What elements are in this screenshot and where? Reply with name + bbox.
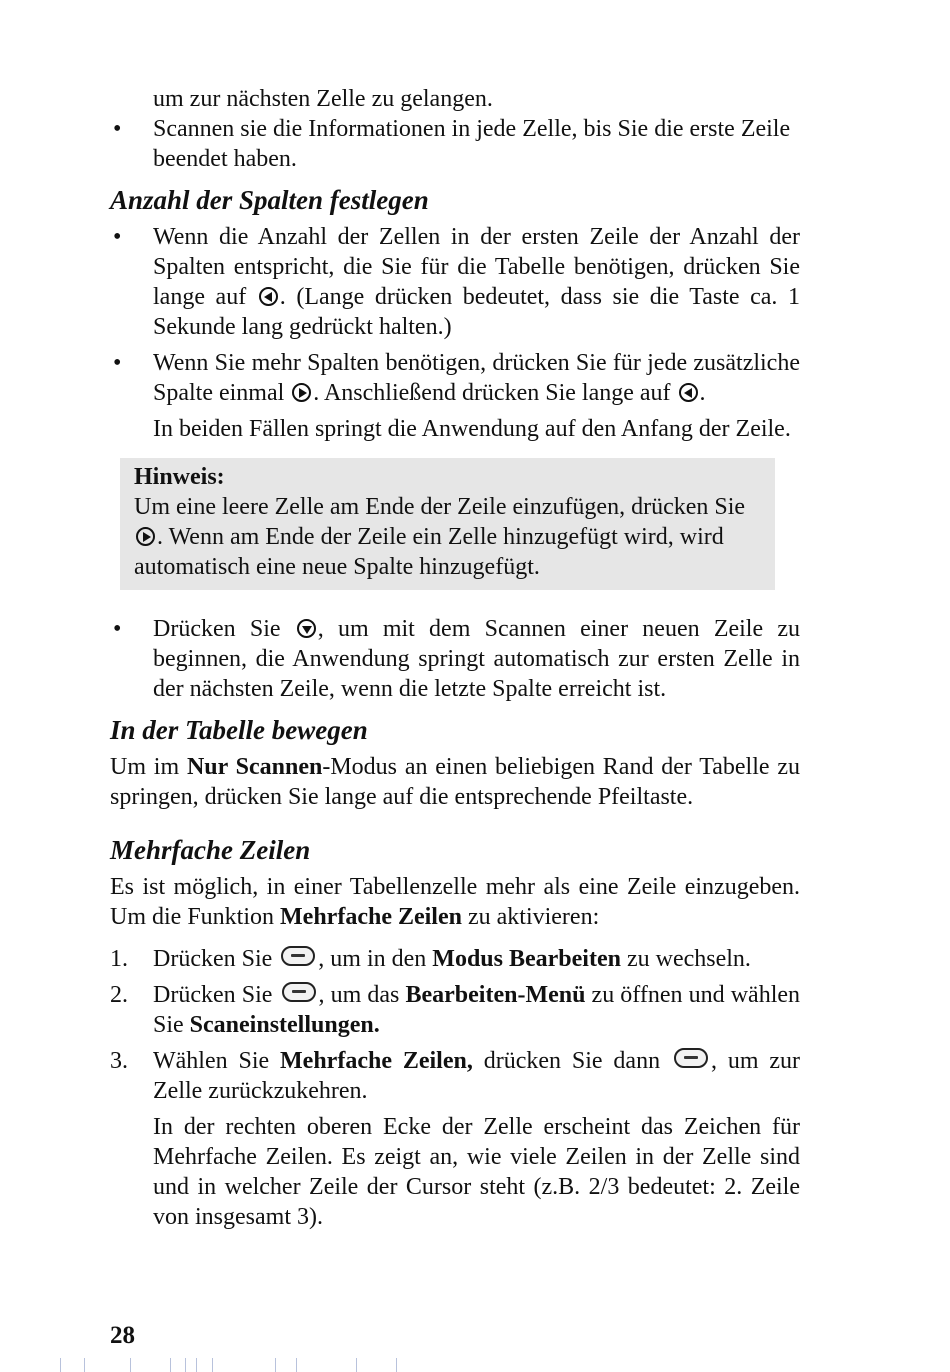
list-item [110,980,800,1040]
paragraph [110,752,800,812]
list-text: zu öffnen und wählen Sie [153,982,801,1038]
bold-term: Mehrfache Zeilen, [280,1048,473,1074]
left-arrow-icon [679,383,698,402]
list-text: , um das [318,982,406,1008]
list-text: zu wechseln. [620,946,751,972]
list-item [110,944,800,974]
paragraph-text: Um im [110,754,187,780]
bullet-item [110,614,800,704]
ent-key-icon [281,946,315,966]
paragraph [110,872,800,932]
paragraph-text: zu aktivieren: [461,904,600,930]
bold-term: Modus Bearbeiten [432,946,621,972]
bullet-text: Drücken Sie [153,616,281,642]
bullet-continuation: In beiden Fällen springt die Anwendung auf den Anfang der Zeile. [153,416,791,442]
note-box [120,458,775,590]
list-text: , um in den [318,946,433,972]
bold-term: Bearbeiten-Menü [405,982,586,1008]
right-arrow-icon [136,527,155,546]
page-content [110,84,800,1232]
page-number: 28 [110,1322,135,1349]
bullet-text: Scannen sie die Informationen in jede Zelle, bis Sie die erste Zeile beendet haben. [153,116,791,172]
bullet-text: , um mit dem Scannen einer neuen Zeile zu beginnen, die Anwendung springt automatisch zur ersten Zelle in der nächsten Zeile, wenn die letzte Spalte erreicht ist. [153,616,800,702]
bold-term: Nur Scannen [186,754,323,780]
section-heading: Mehrfache Zeilen [110,835,311,865]
bullet-text: Wenn die Anzahl der Zellen in der ersten Zeile der Anzahl der Spalten entspricht, die Sie für die Tabelle benötigen, drücken Sie lange auf [153,224,800,310]
bullet-text: . [699,380,706,406]
down-arrow-icon [297,619,316,638]
bullet-item [110,114,800,174]
bullet-marker: • [113,350,122,376]
continued-text: um zur nächsten Zelle zu gelangen. [153,86,493,112]
bullet-marker: • [113,224,122,250]
list-number: 3. [110,1048,128,1074]
list-number: 2. [110,982,128,1008]
section-heading: Anzahl der Spalten festlegen [110,185,429,215]
note-title: Hinweis: [134,464,225,490]
list-text: Wählen Sie [153,1048,281,1074]
bold-term: Mehrfache Zeilen [280,904,462,930]
list-text: drücken Sie dann [472,1048,661,1074]
list-continuation: In der rechten oberen Ecke der Zelle erscheint das Zeichen für Mehrfache Zeilen. Es zeigt an, wie viele Zeilen in der Zelle sind und in welcher Zeile der Cursor steht (z.B. 2/3 bedeutet: 2. Zeile von insgesamt 3). [153,1114,800,1230]
left-arrow-icon [259,287,278,306]
bold-term: Scaneinstellungen. [189,1012,380,1038]
paragraph-text: -Modus an einen beliebigen Rand der Tabelle zu springen, drücken Sie lange auf die entsprechende Pfeiltaste. [110,754,801,810]
esc-key-icon [282,982,316,1002]
list-text: Drücken Sie [153,946,273,972]
bullet-text: Wenn Sie mehr Spalten benötigen, drücken Sie für jede zusätzliche Spalte einmal [153,350,800,406]
note-text: Um eine leere Zelle am Ende der Zeile einzufügen, drücken Sie [134,494,746,520]
bullet-text: . Anschließend drücken Sie lange auf [313,380,671,406]
bullet-marker: • [113,116,122,142]
right-arrow-icon [292,383,311,402]
note-text: . Wenn am Ende der Zeile ein Zelle hinzugefügt wird, wird automatisch eine neue Spalte hinzugefügt. [134,524,724,580]
list-text: , um zur Zelle zurückzukehren. [153,1048,801,1104]
bullet-item [110,222,800,342]
section-heading: In der Tabelle bewegen [110,715,368,745]
paragraph-text: Es ist möglich, in einer Tabellenzelle mehr als eine Zeile einzugeben. Um die Funktion [110,874,800,930]
list-number: 1. [110,946,128,972]
bullet-text: . (Lange drücken bedeutet, dass sie die Taste ca. 1 Sekunde lang gedrückt halten.) [153,284,800,340]
bullet-marker: • [113,616,122,642]
list-item [110,1046,800,1106]
esc-key-icon [674,1048,708,1068]
bullet-item [110,348,800,408]
list-text: Drücken Sie [153,982,273,1008]
